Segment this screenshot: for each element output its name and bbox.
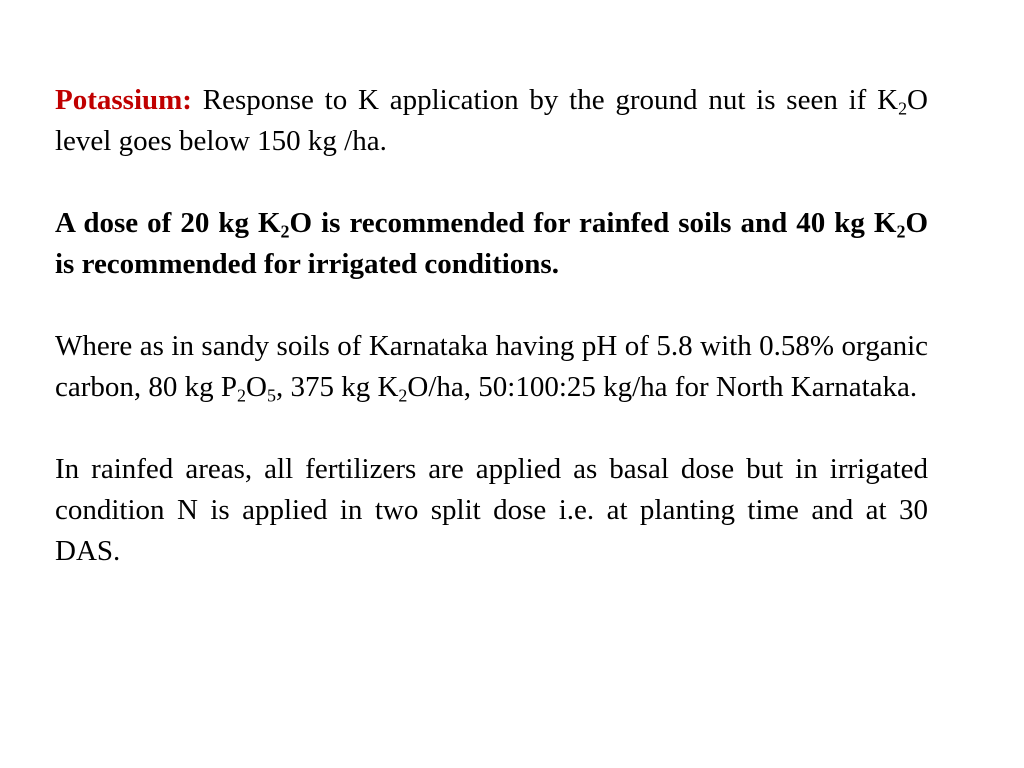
karnataka-text-a: Where as in sandy soils of Karnataka having pH of 5.8 with 0.58% organic carbon, 80 kg P bbox=[55, 330, 928, 403]
dose-subscript-1: 2 bbox=[280, 221, 290, 242]
karnataka-text-b: O bbox=[246, 371, 267, 403]
dose-subscript-2: 2 bbox=[896, 221, 906, 242]
potassium-label: Potassium: bbox=[55, 84, 192, 116]
karnataka-subscript-1: 2 bbox=[237, 385, 247, 406]
dose-paragraph bbox=[55, 203, 928, 285]
dose-text-c: O is recommended for irrigated conditions. bbox=[55, 207, 928, 280]
potassium-subscript: 2 bbox=[898, 98, 908, 119]
karnataka-subscript-2: 5 bbox=[266, 385, 276, 406]
karnataka-subscript-3: 2 bbox=[398, 385, 408, 406]
dose-text-b: O is recommended for rainfed soils and 40 kg K bbox=[289, 207, 897, 239]
potassium-text-a: Response to K application by the ground nut is seen if K bbox=[191, 84, 899, 116]
rainfed-paragraph bbox=[55, 449, 928, 572]
rainfed-text: In rainfed areas, all fertilizers are applied as basal dose but in irrigated condition N is applied in two split dose i.e. at planting time and at 30 DAS. bbox=[55, 453, 928, 567]
dose-text-a: A dose of 20 kg K bbox=[55, 207, 281, 239]
potassium-text-b: O level goes below 150 kg /ha. bbox=[55, 84, 928, 157]
karnataka-paragraph bbox=[55, 326, 928, 408]
karnataka-text-c: , 375 kg K bbox=[275, 371, 399, 403]
potassium-paragraph bbox=[55, 80, 928, 162]
karnataka-text-d: O/ha, 50:100:25 kg/ha for North Karnataka. bbox=[407, 371, 918, 403]
